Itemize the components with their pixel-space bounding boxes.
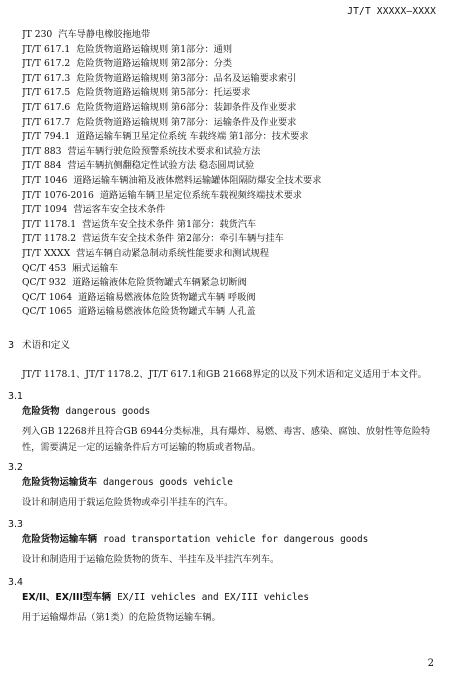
term-number: 3.3	[8, 519, 23, 530]
term-name-en: dangerous goods	[65, 406, 151, 417]
reference-code: JT/T 1178.1	[22, 218, 77, 230]
page-number: 2	[427, 658, 434, 669]
term-name	[8, 532, 438, 548]
reference-title: 营运货车安全技术条件 第1部分：载货汽车	[82, 218, 257, 230]
reference-item	[22, 247, 442, 262]
term-definition: 列入GB 12268并且符合GB 6944分类标准，具有爆炸、易燃、毒害、感染、腐蚀、放射性等危险特性，需要满足一定的运输条件后方可运输的物质或者物品。	[22, 426, 431, 453]
reference-item	[22, 130, 442, 145]
reference-item	[22, 305, 442, 320]
reference-item	[22, 116, 442, 131]
term-entry	[8, 576, 438, 626]
term-number: 3.2	[8, 462, 23, 473]
reference-title: 道路运输易燃液体危险货物罐式车辆 呼吸阀	[78, 291, 256, 303]
reference-title: 营运车辆自动紧急制动系统性能要求和测试规程	[76, 247, 270, 259]
reference-code: JT/T 617.2	[22, 58, 71, 70]
term-entry	[8, 518, 438, 568]
reference-title: 营运车辆行驶危险预警系统技术要求和试验方法	[67, 145, 261, 157]
term-definition: 用于运输爆炸品（第1类）的危险货物运输车辆。	[22, 612, 221, 623]
term-number: 3.4	[8, 577, 23, 588]
reference-item	[22, 276, 442, 291]
reference-code: JT/T 617.7	[22, 116, 71, 128]
reference-title: 危险货物道路运输规则 第5部分：托运要求	[76, 87, 251, 99]
normative-references-list	[22, 28, 442, 320]
reference-code: JT 230	[22, 29, 53, 40]
reference-item	[22, 28, 442, 43]
reference-title: 危险货物道路运输规则 第3部分：品名及运输要求索引	[76, 72, 297, 84]
reference-item	[22, 174, 442, 189]
reference-title: 危险货物道路运输规则 第7部分：运输条件及作业要求	[76, 116, 297, 128]
term-entry	[8, 461, 438, 511]
reference-item	[22, 203, 442, 218]
reference-item	[22, 101, 442, 116]
reference-item	[22, 291, 442, 306]
term-name	[8, 404, 438, 420]
section-intro-text: JT/T 1178.1、JT/T 1178.2、JT/T 617.1和GB 21668界定的以及下列术语和定义适用于本文件。	[22, 369, 427, 380]
reference-code: JT/T 1094	[22, 204, 68, 216]
reference-code: JT/T 617.1	[22, 43, 71, 55]
reference-title: 汽车导静电橡胶拖地带	[58, 29, 151, 40]
term-name-cn: 危险货物	[22, 406, 60, 417]
section-heading	[8, 337, 70, 351]
reference-title: 道路运输车辆卫星定位系统 车载终端 第1部分：技术要求	[76, 131, 309, 143]
reference-item	[22, 218, 442, 233]
section-number: 3	[8, 340, 15, 351]
reference-code: JT/T 1046	[22, 174, 68, 186]
reference-item	[22, 72, 442, 87]
reference-code: QC/T 453	[22, 262, 67, 274]
reference-title: 危险货物道路运输规则 第6部分：装卸条件及作业要求	[76, 101, 297, 113]
term-name-cn: 危险货物运输车辆	[22, 534, 98, 545]
reference-item	[22, 189, 442, 204]
reference-title: 危险货物道路运输规则 第1部分：通则	[76, 43, 233, 55]
reference-title: 营运车辆抗侧翻稳定性试验方法 稳态圆周试验	[67, 160, 255, 172]
reference-code: JT/T 1178.2	[22, 233, 77, 245]
reference-code: JT/T 1076-2016	[22, 189, 94, 201]
reference-code: JT/T 617.3	[22, 72, 71, 84]
reference-title: 营运客车安全技术条件	[73, 204, 166, 216]
reference-item	[22, 232, 442, 247]
term-name-cn: 危险货物运输货车	[22, 477, 98, 488]
term-entry	[8, 390, 438, 456]
reference-title: 道路运输车辆卫星定位系统车载视频终端技术要求	[99, 189, 302, 201]
reference-code: QC/T 932	[22, 277, 67, 289]
term-definition: 设计和制造用于运输危险货物的货车、半挂车及半挂汽车列车。	[22, 554, 280, 565]
reference-code: JT/T 617.5	[22, 87, 71, 99]
reference-code: JT/T 617.6	[22, 101, 71, 113]
reference-code: JT/T 884	[22, 160, 62, 172]
reference-title: 营运货车安全技术条件 第2部分：牵引车辆与挂车	[82, 233, 284, 245]
reference-title: 厢式运输车	[72, 262, 119, 274]
reference-title: 危险货物道路运输规则 第2部分：分类	[76, 58, 233, 70]
reference-code: QC/T 1064	[22, 291, 73, 303]
reference-code: JT/T 883	[22, 145, 62, 157]
reference-item	[22, 262, 442, 277]
term-name	[8, 590, 438, 606]
term-name-en: road transportation vehicle for dangerous goods	[103, 534, 369, 545]
term-definition: 设计和制造用于载运危险货物或牵引半挂车的汽车。	[22, 497, 234, 508]
section-title: 术语和定义	[22, 340, 70, 351]
document-code-header: JT/T XXXXX—XXXX	[347, 6, 436, 17]
term-name	[8, 475, 438, 491]
term-name-cn: EX/II、EX/III型车辆	[22, 592, 112, 603]
term-number: 3.1	[8, 391, 23, 402]
reference-code: JT/T 794.1	[22, 131, 71, 143]
reference-item	[22, 86, 442, 101]
reference-code: JT/T XXXX	[22, 247, 71, 259]
reference-code: QC/T 1065	[22, 306, 73, 318]
reference-item	[22, 57, 442, 72]
reference-item	[22, 159, 442, 174]
reference-item	[22, 43, 442, 58]
term-name-en: dangerous goods vehicle	[103, 477, 233, 488]
reference-title: 道路运输易燃液体危险货物罐式车辆 人孔盖	[78, 306, 256, 318]
reference-title: 道路运输车辆油箱及液体燃料运输罐体阻隔防爆安全技术要求	[73, 174, 322, 186]
reference-item	[22, 145, 442, 160]
term-name-en: EX/II vehicles and EX/III vehicles	[117, 592, 309, 603]
reference-title: 道路运输液体危险货物罐式车辆紧急切断阀	[72, 277, 247, 289]
